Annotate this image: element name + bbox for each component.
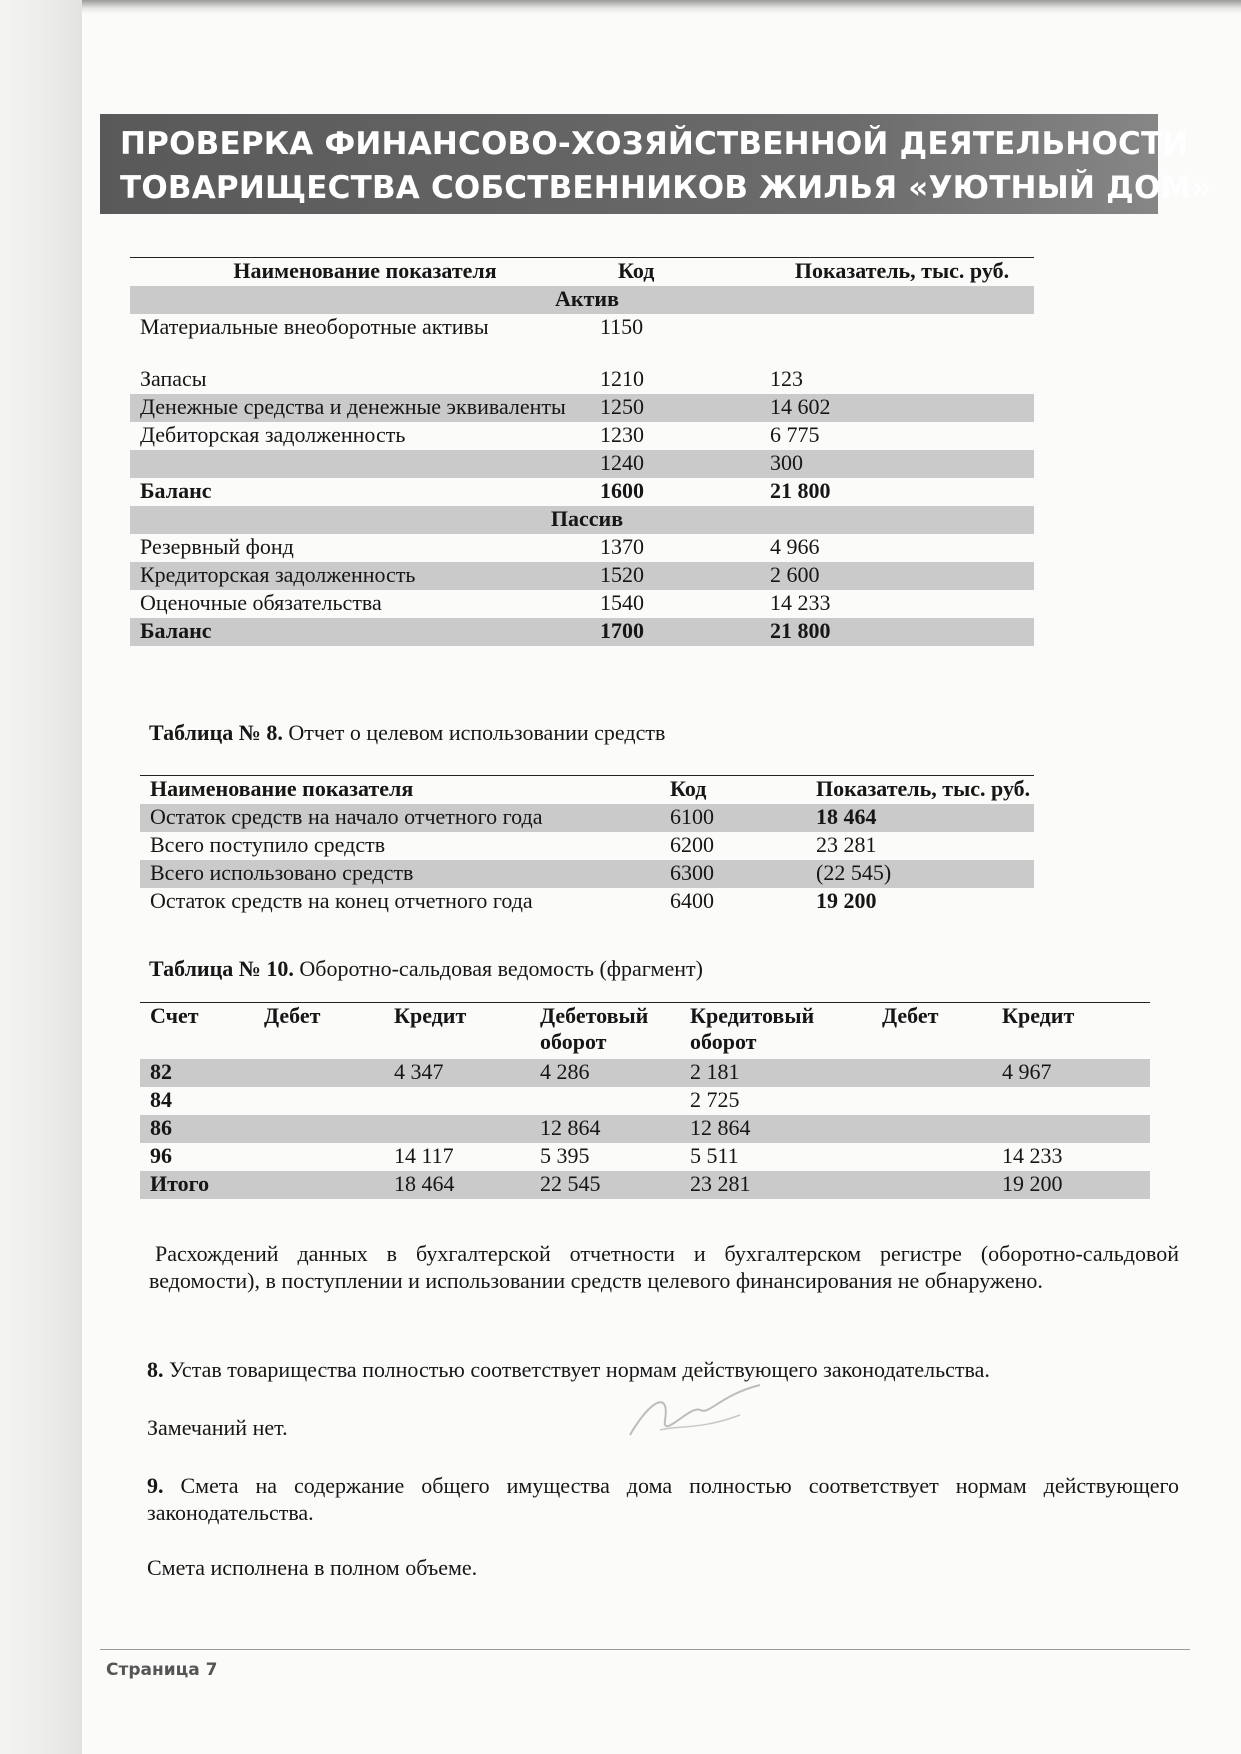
row-value: 300 [760,450,1034,478]
scan-top-edge [0,0,1241,14]
signature-mark [620,1380,770,1450]
row-code: 1700 [590,618,760,646]
row-name: Материальные внеоборотные активы [140,314,489,339]
cell [384,1087,530,1115]
row-name: Кредиторская задолженность [130,562,590,590]
table-row [140,888,1034,916]
table-row [130,450,1034,478]
cell-account: 82 [140,1059,254,1087]
table-row [140,1143,1150,1171]
row-name: Всего поступило средств [150,832,386,857]
cell [872,1171,992,1199]
cell [530,1087,680,1115]
table-row [140,804,1034,832]
row-code: 6100 [660,804,806,832]
section-active-label: Актив [130,286,1034,314]
row-code: 1250 [590,394,760,422]
col-header-debit-turnover: Дебетовый оборот [540,1003,649,1054]
cell: 14 233 [1002,1143,1063,1168]
cell: 12 864 [680,1115,872,1143]
cell: 22 545 [530,1171,680,1199]
paragraph-9 [147,1472,1179,1526]
cell [254,1143,384,1171]
row-value: 19 200 [816,888,877,913]
cell: 14 117 [394,1143,454,1168]
cell: 2 725 [690,1087,740,1112]
cell: 4 967 [992,1059,1150,1087]
col-header-value: Показатель, тыс. руб. [794,258,1010,283]
col-header-name: Наименование показателя [233,258,497,283]
row-code: 6400 [670,888,714,913]
scan-left-margin [0,0,82,1754]
balance-table [130,257,1034,646]
cell [254,1087,384,1115]
row-code: 1240 [590,450,760,478]
table-row [130,366,1034,394]
row-name: Оценочные обязательства [140,590,382,615]
table-header-row [140,1003,1150,1060]
table-row [140,1087,1150,1115]
row-code: 1520 [590,562,760,590]
cell [872,1115,992,1143]
row-value [760,314,1034,366]
paragraph-8 [147,1356,1187,1383]
cell: 4 286 [530,1059,680,1087]
row-name: Дебиторская задолженность [140,422,406,447]
cell-account: 84 [150,1087,172,1112]
row-name: Всего использовано средств [140,860,660,888]
table10-caption [149,956,703,982]
table-row [140,860,1034,888]
col-header-value: Показатель, тыс. руб. [816,776,1031,801]
row-name: Денежные средства и денежные эквиваленты [130,394,590,422]
table-header-row [130,258,1034,287]
cell: 5 395 [540,1143,590,1168]
cell [872,1087,992,1115]
table10 [140,1002,1150,1199]
page-number: Страница 7 [106,1660,218,1680]
row-name: Баланс [130,618,590,646]
row-code: 1540 [600,590,644,615]
table8-caption-number: Таблица № 8. [149,720,283,745]
row-value: 23 281 [816,832,877,857]
row-value: 18 464 [806,804,1034,832]
row-code: 1370 [600,534,644,559]
section-header-banner [100,114,1212,214]
paragraph-9-number: 9. [147,1473,164,1498]
cell [992,1115,1150,1143]
table-row [130,590,1034,618]
cell [254,1059,384,1087]
col-header-code: Код [618,258,655,283]
paragraph-9-text: Смета на содержание общего имущества дома полностью соответствует нормам действующего законодательства. [147,1473,1179,1525]
cell-account: Итого [140,1171,254,1199]
table10-caption-text: Оборотно-сальдовая ведомость (фрагмент) [293,956,703,981]
cell: 18 464 [384,1171,530,1199]
table-row-total [130,618,1034,646]
section-row-active [130,286,1034,314]
table-row [130,314,1034,366]
row-name [130,450,590,478]
cell: 12 864 [530,1115,680,1143]
cell [872,1059,992,1087]
table8 [140,775,1034,916]
cell: 5 511 [690,1143,739,1168]
row-code: 1230 [600,422,644,447]
row-value: 123 [770,366,803,391]
table-row [140,1115,1150,1143]
cell-account: 96 [150,1143,172,1168]
row-name: Запасы [140,366,207,391]
table-row [130,562,1034,590]
cell [992,1087,1150,1115]
table-row [130,534,1034,562]
table-row [130,422,1034,450]
row-name: Баланс [140,478,212,503]
col-header-account: Счет [150,1003,199,1028]
section-row-passive [130,506,1034,534]
row-value: 21 800 [760,618,1034,646]
table-row [130,394,1034,422]
paragraph-no-remarks: Замечаний нет. [147,1415,288,1440]
row-code: 1150 [600,314,644,339]
cell: 19 200 [992,1171,1150,1199]
cell-account: 86 [140,1115,254,1143]
col-header-name: Наименование показателя [150,776,414,801]
table-row-total [140,1171,1150,1199]
table-row-total [130,478,1034,506]
paragraph-discrepancies: Расхождений данных в бухгалтерской отчетности и бухгалтерском регистре (оборотно-сальдовой ведомости), в поступлении и использовании средств целевого финансирования не обнаружено. [149,1241,1179,1293]
cell [384,1115,530,1143]
table-header-row [140,776,1034,805]
footer-divider [100,1649,1190,1650]
table-row [140,1059,1150,1087]
row-value: 6 775 [770,422,820,447]
row-value: 14 233 [770,590,831,615]
col-header-credit-close: Кредит [1002,1003,1075,1028]
col-header-credit-open: Кредит [394,1003,467,1028]
row-value: 21 800 [770,478,831,503]
row-name: Резервный фонд [140,534,294,559]
col-header-debit-open: Дебет [264,1003,321,1028]
cell [254,1115,384,1143]
header-title-line-1: ПРОВЕРКА ФИНАНСОВО-ХОЗЯЙСТВЕННОЙ ДЕЯТЕЛЬНОСТИ [120,126,1189,162]
table10-caption-number: Таблица № 10. [149,956,294,981]
table8-caption-text: Отчет о целевом использовании средств [282,720,666,745]
cell: 2 181 [680,1059,872,1087]
row-value: 2 600 [760,562,1034,590]
row-code: 1210 [600,366,644,391]
cell [872,1143,992,1171]
col-header-debit-close: Дебет [882,1003,939,1028]
cell [254,1171,384,1199]
row-name: Остаток средств на начало отчетного года [140,804,660,832]
col-header-code: Код [670,776,707,801]
cell: 4 347 [384,1059,530,1087]
row-value: (22 545) [806,860,1034,888]
cell: 23 281 [680,1171,872,1199]
row-value: 14 602 [760,394,1034,422]
paragraph-8-text: Устав товарищества полностью соответствует нормам действующего законодательства. [163,1357,990,1382]
row-code: 6200 [670,832,714,857]
table8-caption [149,720,665,746]
col-header-credit-turnover: Кредитовый оборот [690,1003,815,1054]
table-row [140,832,1034,860]
row-value: 4 966 [770,534,820,559]
paragraph-8-number: 8. [147,1357,164,1382]
paragraph-final: Смета исполнена в полном объеме. [147,1555,478,1580]
row-name: Остаток средств на конец отчетного года [150,888,533,913]
header-title-line-2: ТОВАРИЩЕСТВА СОБСТВЕННИКОВ ЖИЛЬЯ «УЮТНЫЙ ДОМ» [120,170,1212,206]
row-code: 6300 [660,860,806,888]
row-code: 1600 [600,478,644,503]
section-passive-label: Пассив [130,506,1034,534]
